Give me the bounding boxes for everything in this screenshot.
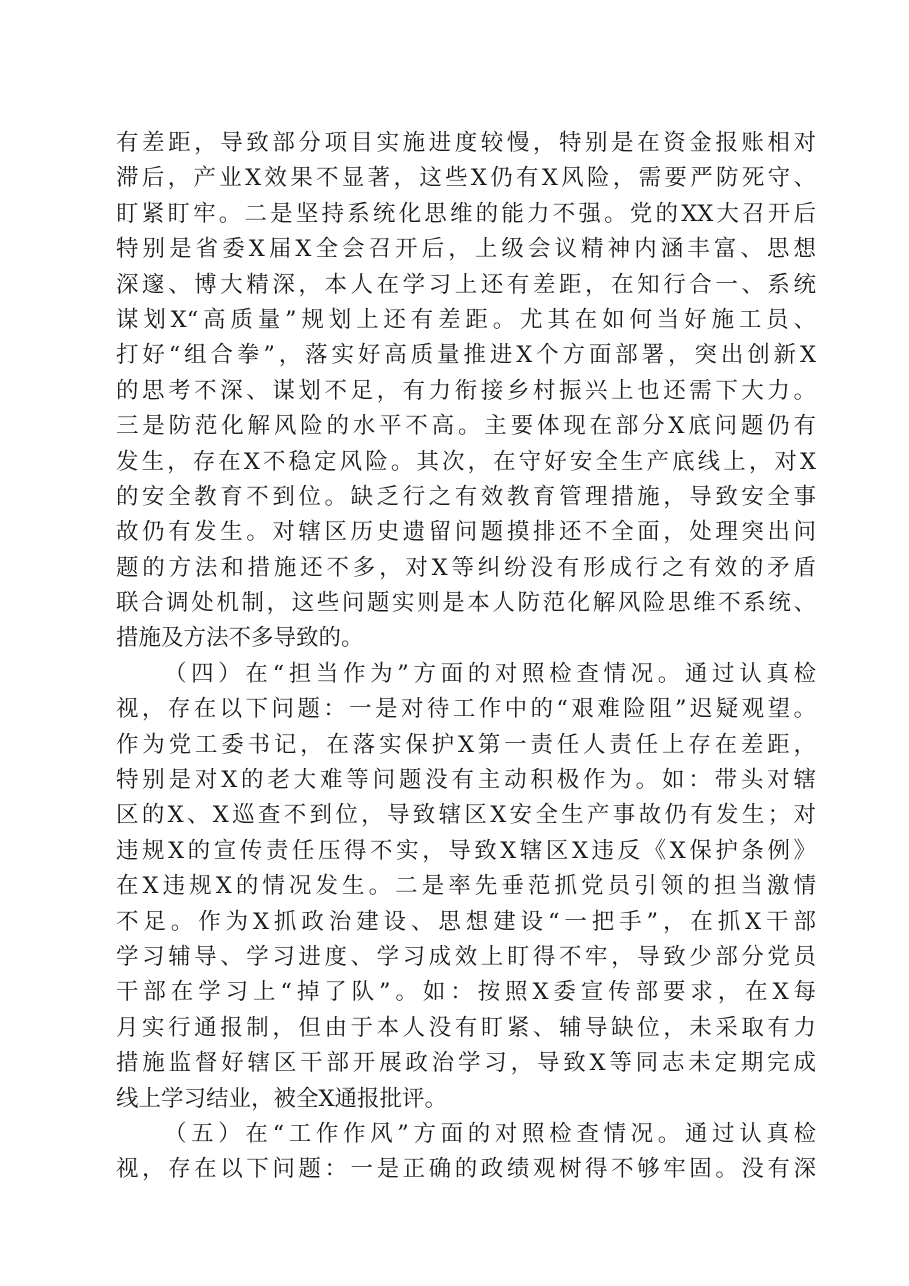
text-line: 视，存在以下问题：一是对待工作中的“艰难险阻”迟疑观望。 [116, 696, 816, 723]
text-line: 的安全教育不到位。缺乏行之有效教育管理措施，导致安全事 [116, 483, 816, 510]
text-line: 发生，存在X不稳定风险。其次，在守好安全生产底线上，对X [116, 448, 816, 475]
text-line: 三是防范化解风险的水平不高。主要体现在部分X底问题仍有 [116, 413, 816, 440]
text-line: 盯紧盯牢。二是坚持系统化思维的能力不强。党的XX大召开后 [116, 200, 816, 227]
text-line: 作为党工委书记，在落实保护X第一责任人责任上存在差距， [116, 731, 816, 758]
text-line: 滞后，产业X效果不显著，这些X仍有X风险，需要严防死守、 [116, 165, 816, 192]
text-line: 谋划X“高质量”规划上还有差距。尤其在如何当好施工员、 [116, 306, 816, 333]
text-line: 违规X的宣传责任压得不实，导致X辖区X违反《X保护条例》 [116, 837, 816, 864]
text-line: 联合调处机制，这些问题实则是本人防范化解风险思维不系统、 [116, 590, 816, 617]
section-heading-line: （四）在“担当作为”方面的对照检查情况。通过认真检 [164, 660, 816, 687]
text-line: 特别是对X的老大难等问题没有主动积极作为。如：带头对辖 [116, 767, 816, 794]
text-line: 有差距，导致部分项目实施进度较慢，特别是在资金报账相对 [116, 130, 816, 156]
text-line: 深邃、博大精深，本人在学习上还有差距，在知行合一、系统 [116, 271, 816, 298]
text-line: 视，存在以下问题：一是正确的政绩观树得不够牢固。没有深 [116, 1156, 816, 1183]
text-line: 打好“组合拳”，落实好高质量推进X个方面部署，突出创新X [116, 342, 816, 369]
section-heading-line: （五）在“工作作风”方面的对照检查情况。通过认真检 [164, 1120, 816, 1147]
text-line: 区的X、X巡查不到位，导致辖区X安全生产事故仍有发生；对 [116, 802, 816, 829]
text-line: 不足。作为X抓政治建设、思想建设“一把手”，在抓X干部 [116, 908, 816, 935]
paragraph-end-line: 线上学习结业，被全X通报批评。 [116, 1085, 448, 1112]
text-line: 干部在学习上“掉了队”。如：按照X委宣传部要求，在X每 [116, 979, 816, 1006]
text-line: 在X违规X的情况发生。二是率先垂范抓党员引领的担当激情 [116, 873, 816, 900]
text-line: 题的方法和措施还不多，对X等纠纷没有形成行之有效的矛盾 [116, 554, 816, 581]
text-line: 故仍有发生。对辖区历史遗留问题摸排还不全面，处理突出问 [116, 519, 816, 546]
text-line: 的思考不深、谋划不足，有力衔接乡村振兴上也还需下大力。 [116, 377, 816, 404]
text-line: 特别是省委X届X全会召开后，上级会议精神内涵丰富、思想 [116, 236, 816, 263]
text-line: 月实行通报制，但由于本人没有盯紧、辅导缺位，未采取有力 [116, 1014, 816, 1041]
paragraph-end-line: 措施及方法不多导致的。 [116, 625, 364, 652]
body-text [116, 126, 816, 1188]
text-line: 措施监督好辖区干部开展政治学习，导致X等同志未定期完成 [116, 1050, 816, 1077]
text-line: 学习辅导、学习进度、学习成效上盯得不牢，导致少部分党员 [116, 943, 816, 970]
